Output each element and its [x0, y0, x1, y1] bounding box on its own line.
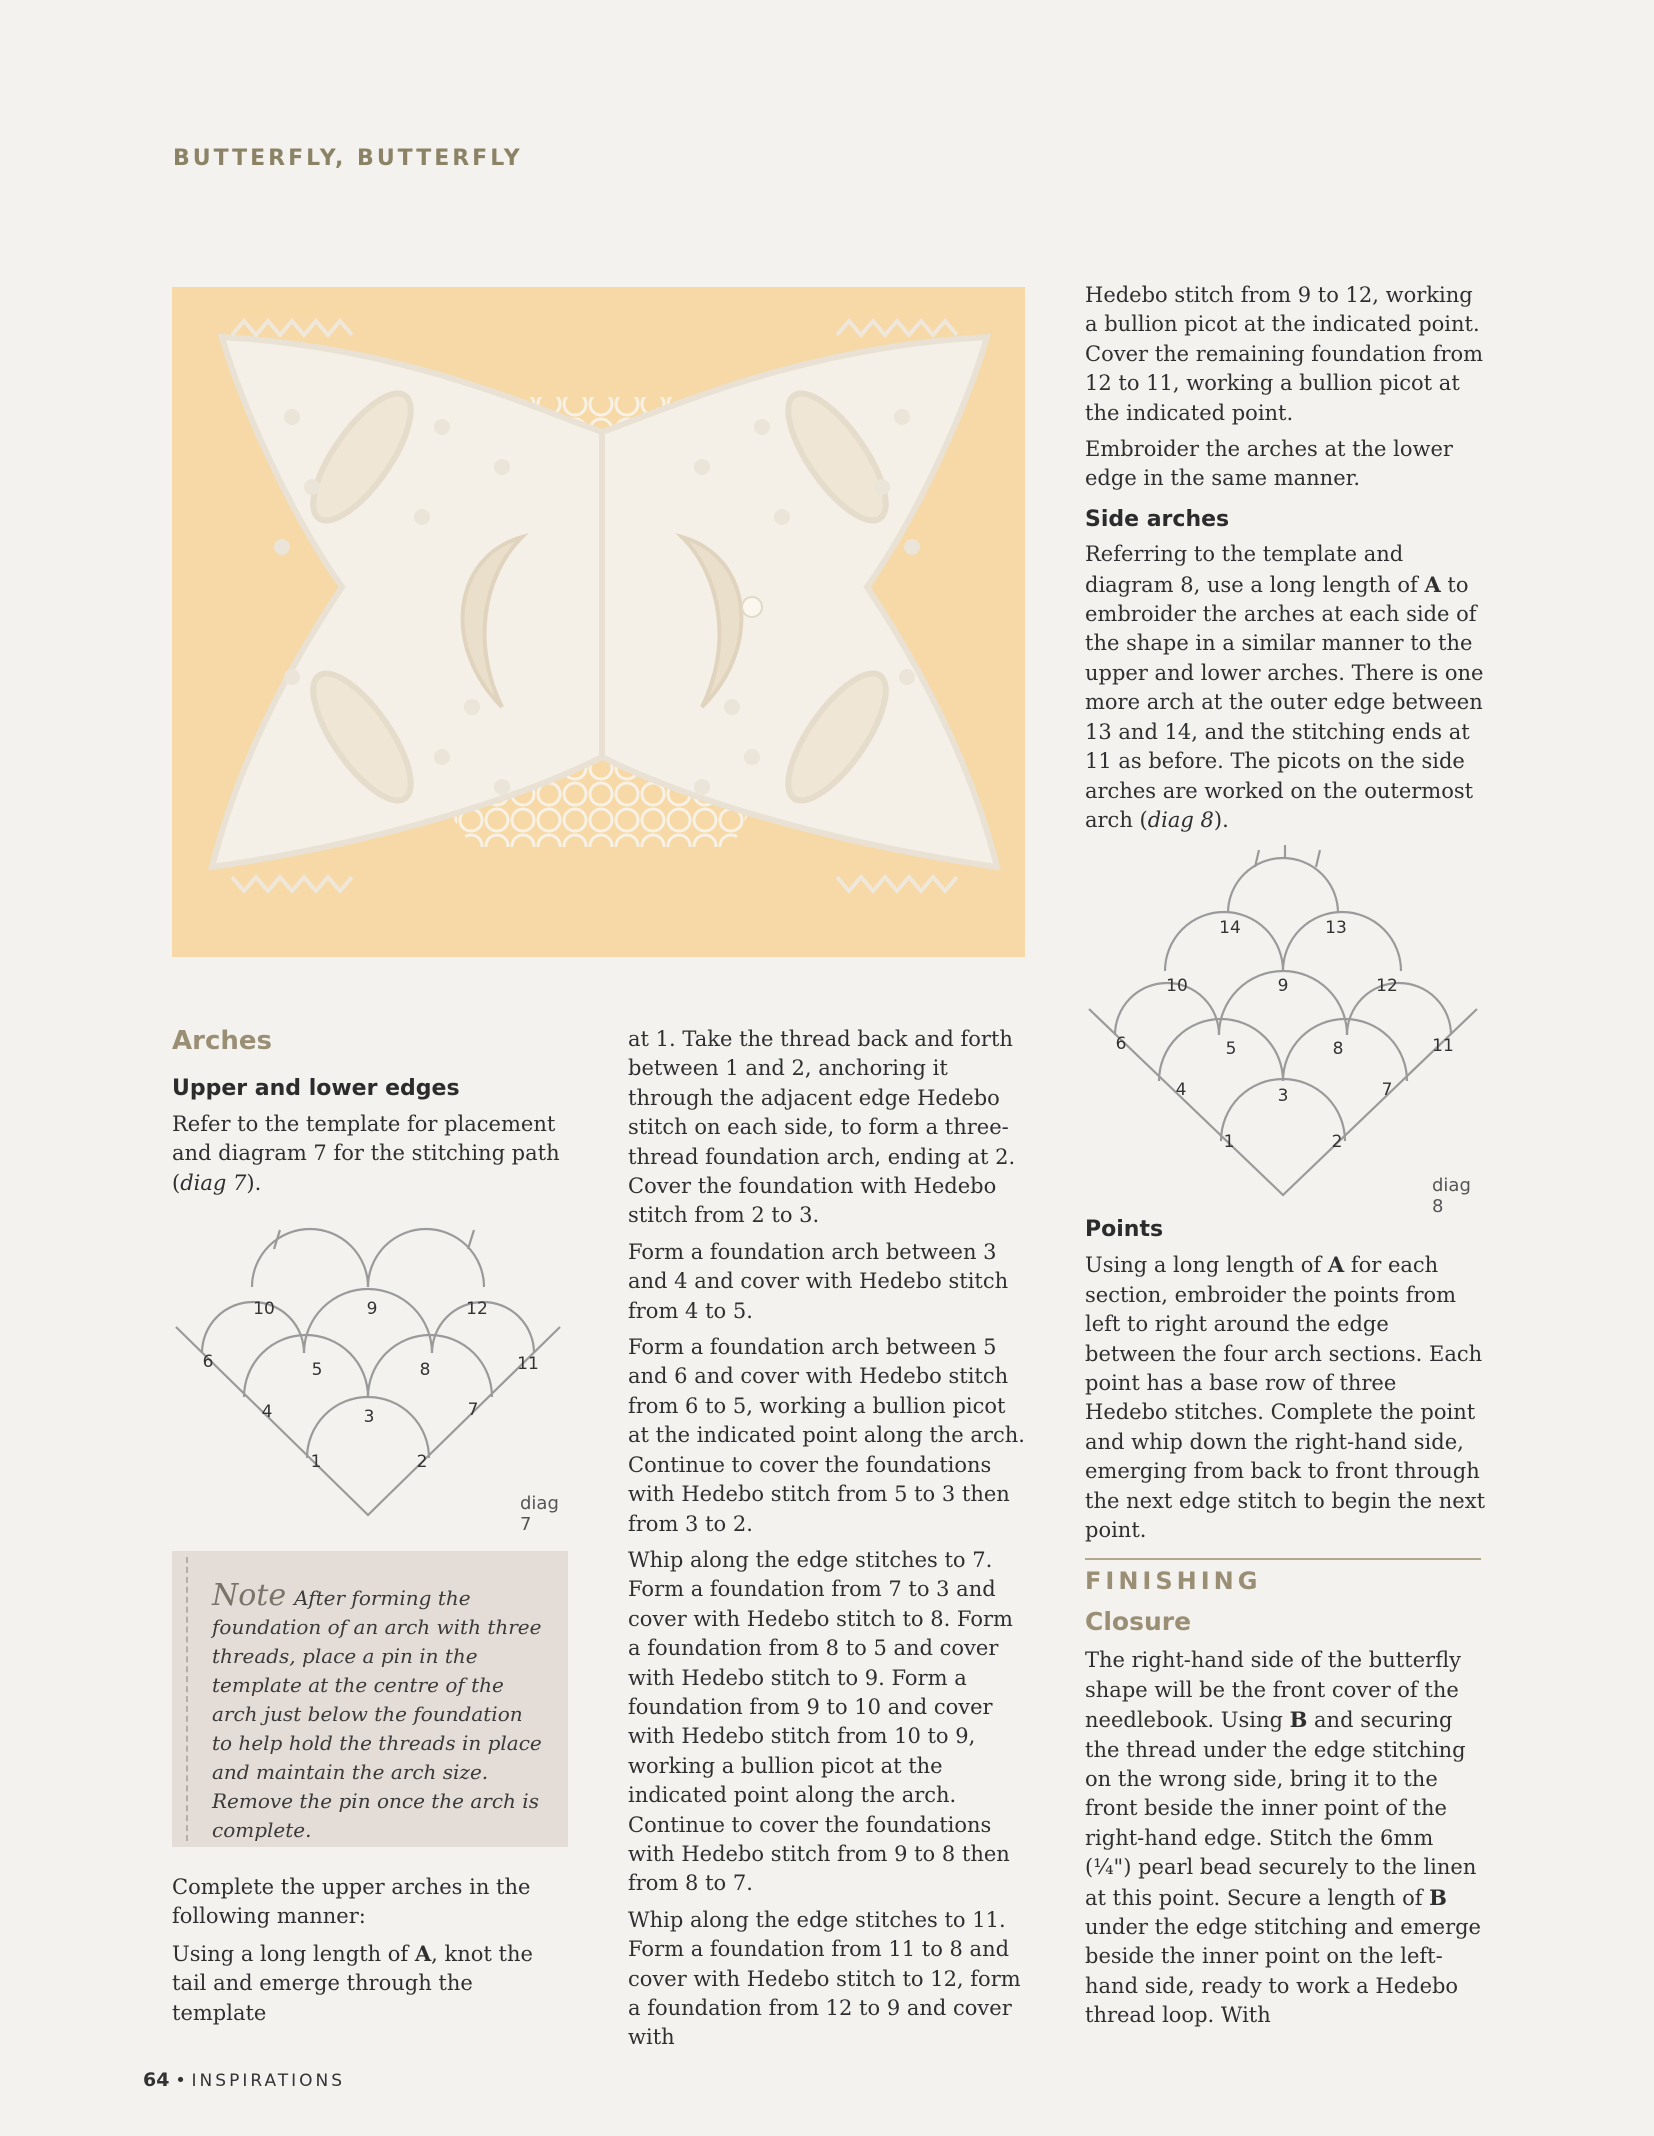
side-arches-text: Referring to the template and diagram 8, use a long length of A to embroider the arches at each side of the shape in a similar manner to the upper and lower arches. There is one more arch at the outer edge between 13 and 14, and the stitching ends at 11 as before. The picots on the side arches are worked on the outermost arch (diag 8).	[1085, 542, 1484, 832]
footer-separator: •	[175, 2070, 186, 2091]
diagram-8	[1085, 845, 1485, 1217]
column-2	[628, 1025, 1028, 2060]
diag8-label-3: 3	[1277, 1086, 1289, 1106]
diag8-label-1: 1	[1223, 1132, 1235, 1152]
diag7-svg	[172, 1225, 572, 1525]
finishing-rule	[1085, 1558, 1481, 1560]
magazine-name: INSPIRATIONS	[191, 2071, 346, 2091]
diag7-label-11: 11	[517, 1354, 539, 1374]
col1-para-using: Using a long length of A, knot the tail and emerge through the template	[172, 1940, 533, 2025]
column-3-points	[1085, 1215, 1485, 1552]
finishing-heading: FINISHING	[1085, 1567, 1262, 1595]
diagram-7	[172, 1225, 572, 1535]
note-dashed-rule	[186, 1557, 188, 1841]
page-footer	[143, 2069, 345, 2091]
closure-text: The right-hand side of the butterfly shape will be the front cover of the needlebook. Using B and securing the thread under the edge stitching on the wrong side, bring it to the front beside the inner point of the right-hand edge. Stitch the 6mm (¼") pearl bead securely to the linen at this point. Secure a length of B under the edge stitching and emerge beside the inner point on the left-hand side, ready to work a Hedebo thread loop. With	[1085, 1648, 1481, 2028]
diag8-caption: diag 8	[1432, 1175, 1471, 1217]
col2-para-3: Form a foundation arch between 5 and 6 and cover with Hedebo stitch from 6 to 5, working a bullion picot at the indicated point along the arch. Continue to cover the foundations with Hedebo stitch from 5 to 3 then from 3 to 2.	[628, 1335, 1025, 1536]
butterfly-needlebook-photo	[172, 287, 1025, 957]
diag8-label-2: 2	[1331, 1132, 1343, 1152]
diag7-arcs	[176, 1229, 560, 1515]
points-heading: Points	[1085, 1217, 1164, 1242]
diag8-label-4: 4	[1175, 1080, 1187, 1100]
points-text: Using a long length of A for each section, embroider the points from left to right around the edge between the four arch sections. Each point has a base row of three Hedebo stitches. Complete the point and whip down the right-hand side, emerging from back to front through the next edge stitch to begin the next point.	[1085, 1252, 1486, 1543]
arches-heading: Arches	[172, 1026, 272, 1056]
col2-para-4: Whip along the edge stitches to 7. Form a foundation from 7 to 3 and cover with Hedebo stitch to 8. Form a foundation from 8 to 5 and cover with Hedebo stitch to 9. Form a foundation from 9 to 10 and cover with Hedebo stitch from 10 to 9, working a bullion picot at the indicated point along the arch. Continue to cover the foundations with Hedebo stitch from 9 to 8 then from 8 to 7.	[628, 1547, 1013, 1896]
diag7-label-9: 9	[366, 1299, 378, 1319]
col2-para-5: Whip along the edge stitches to 11. Form a foundation from 11 to 8 and cover with Hedebo stitch to 12, form a foundation from 12 to 9 and cover with	[628, 1907, 1021, 2050]
diag8-label-10: 10	[1166, 976, 1188, 996]
column-1	[172, 1027, 572, 1205]
column-3-closure	[1085, 1607, 1485, 2038]
note-label: Note	[212, 1578, 287, 1613]
diag7-label-4: 4	[261, 1402, 273, 1422]
diag7-label-5: 5	[311, 1360, 323, 1380]
diag8-label-12: 12	[1376, 976, 1398, 996]
upper-lower-intro: Refer to the template for placement and diagram 7 for the stitching path (diag 7).	[172, 1111, 560, 1195]
column-1-bottom	[172, 1873, 572, 2035]
diag8-svg	[1085, 845, 1485, 1205]
diag7-label-8: 8	[419, 1360, 431, 1380]
diag7-label-10: 10	[253, 1299, 275, 1319]
diag8-label-6: 6	[1115, 1034, 1127, 1054]
col3-para-2: Embroider the arches at the lower edge in the same manner.	[1085, 437, 1453, 491]
diag7-label-2: 2	[416, 1452, 428, 1472]
diag7-label-6: 6	[202, 1352, 214, 1372]
diag7-label-12: 12	[466, 1299, 488, 1319]
closure-heading: Closure	[1085, 1607, 1192, 1636]
side-arches-heading: Side arches	[1085, 506, 1230, 532]
col3-para-1: Hedebo stitch from 9 to 12, working a bullion picot at the indicated point. Cover the remaining foundation from 12 to 11, working a bullion picot at the indicated point.	[1085, 283, 1484, 425]
col2-para-2: Form a foundation arch between 3 and 4 and cover with Hedebo stitch from 4 to 5.	[628, 1239, 1009, 1323]
note-box	[172, 1551, 568, 1847]
diag7-label-3: 3	[363, 1407, 375, 1427]
page-number: 64	[143, 2069, 170, 2091]
butterfly-illustration	[172, 287, 1025, 957]
column-3	[1085, 281, 1485, 842]
diag8-label-13: 13	[1325, 918, 1347, 938]
diag7-label-1: 1	[310, 1452, 322, 1472]
running-head: BUTTERFLY, BUTTERFLY	[173, 146, 523, 171]
diag8-label-7: 7	[1381, 1080, 1393, 1100]
col2-para-1: at 1. Take the thread back and forth between 1 and 2, anchoring it through the adjacent edge Hedebo stitch on each side, to form a three-thread foundation arch, ending at 2. Cover the foundation with Hedebo stitch from 2 to 3.	[628, 1027, 1016, 1228]
note-text: Note After forming the foundation of an arch with three threads, place a pin in the template at the centre of the arch just below the foundation to help hold the threads in place and maintain the arch size. Remove the pin once the arch is complete.	[212, 1578, 542, 1842]
diag7-label-7: 7	[467, 1400, 479, 1420]
diag8-label-5: 5	[1225, 1039, 1237, 1059]
diag8-arcs	[1089, 845, 1477, 1195]
col1-para-complete: Complete the upper arches in the following manner:	[172, 1875, 531, 1929]
diag8-label-14: 14	[1219, 918, 1241, 938]
diag8-label-9: 9	[1277, 976, 1289, 996]
diag7-caption: diag 7	[520, 1493, 559, 1535]
diag8-label-8: 8	[1332, 1039, 1344, 1059]
diag8-label-11: 11	[1432, 1036, 1454, 1056]
upper-lower-edges-heading: Upper and lower edges	[172, 1076, 460, 1102]
